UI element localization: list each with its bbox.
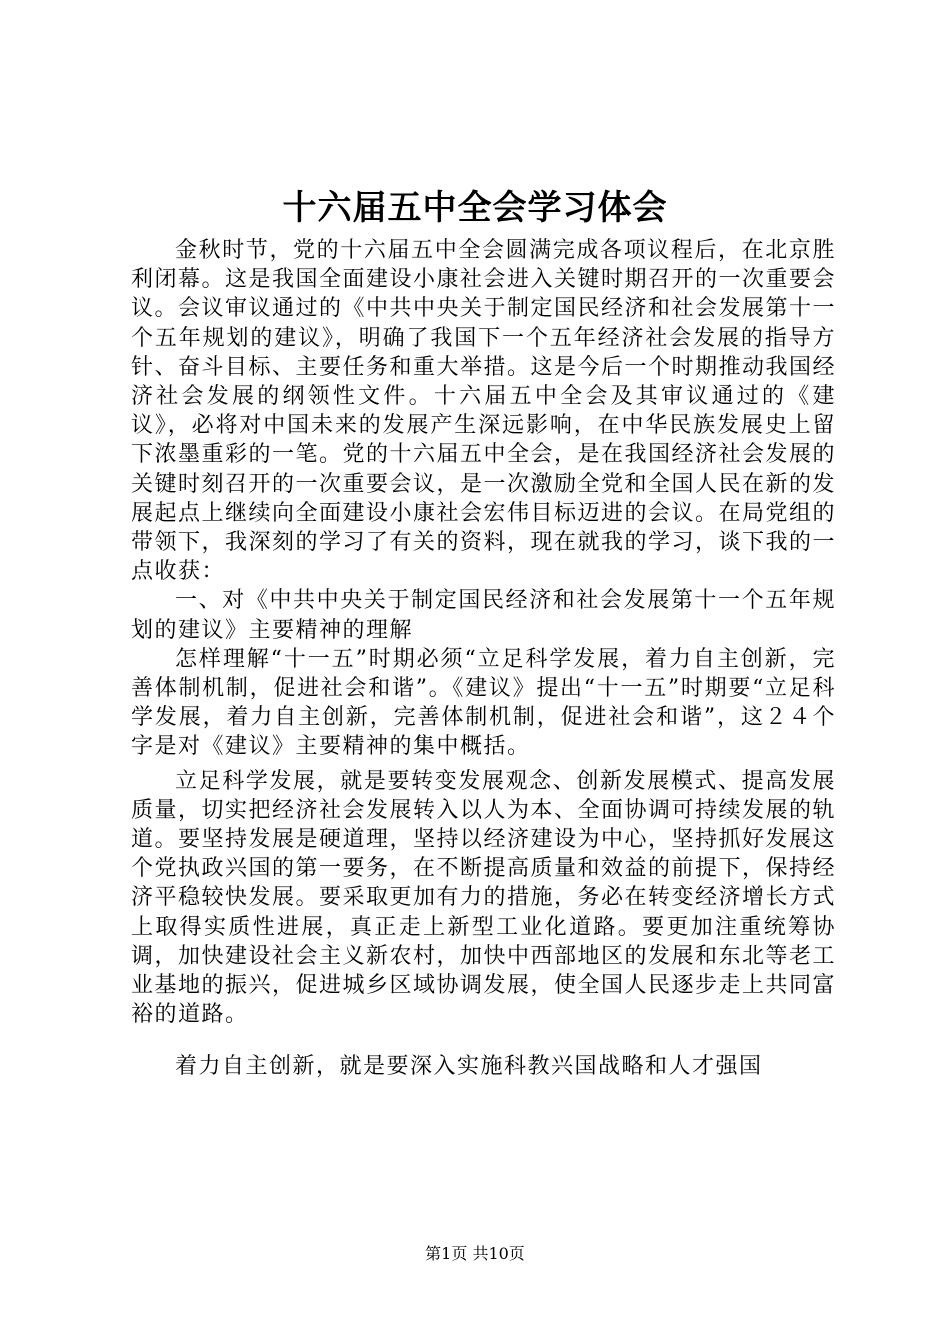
paragraph-intro: 金秋时节，党的十六届五中全会圆满完成各项议程后，在北京胜利闭幕。这是我国全面建设小康社会进入关键时期召开的一次重要会议。会议审议通过的《中共中央关于制定国民经济和社会发展第十一个五年规划的建议》，明确了我国下一个五年经济社会发展的指导方针、奋斗目标、主要任务和重大举措。这是今后一个时期推动我国经济社会发展的纲领性文件。十六届五中全会及其审议通过的《建议》，必将对中国未来的发展产生深远影响，在中华民族发展史上留下浓墨重彩的一笔。党的十六届五中全会，是在我国经济社会发展的关键时刻召开的一次重要会议，是一次激励全党和全国人民在新的发展起点上继续向全面建设小康社会宏伟目标迈进的会议。在局党组的带领下，我深刻的学习了有关的资料，现在就我的学习，谈下我的一点收获： [131,238,837,585]
paragraph-interpretation: 怎样理解“十一五”时期必须“立足科学发展，着力自主创新，完善体制机制，促进社会和谐”。《建议》提出“十一五”时期要“立足科学发展，着力自主创新，完善体制机制，促进社会和谐”，这２４个字是对《建议》主要精神的集中概括。 [131,646,836,760]
paragraph-section-heading: 一、对《中共中央关于制定国民经济和社会发展第十一个五年规划的建议》主要精神的理解 [131,588,836,643]
paragraph-scientific-development: 立足科学发展，就是要转变发展观念、创新发展模式、提高发展质量，切实把经济社会发展转入以人为本、全面协调可持续发展的轨道。要坚持发展是硬道理，坚持以经济建设为中心，坚持抓好发展这个党执政兴国的第一要务，在不断提高质量和效益的前提下，保持经济平稳较快发展。要采取更加有力的措施，务必在转变经济增长方式上取得实质性进展，真正走上新型工业化道路。要更加注重统筹协调，加快建设社会主义新农村，加快中西部地区的发展和东北等老工业基地的振兴，促进城乡区域协调发展，使全国人民逐步走上共同富裕的道路。 [131,768,837,1028]
page-number-footer: 第1页 共10页 [425,1244,525,1263]
paragraph-innovation: 着力自主创新，就是要深入实施科教兴国战略和人才强国 [175,1054,763,1080]
document-body [131,236,836,1082]
document-title: 十六届五中全会学习体会 [282,188,668,228]
